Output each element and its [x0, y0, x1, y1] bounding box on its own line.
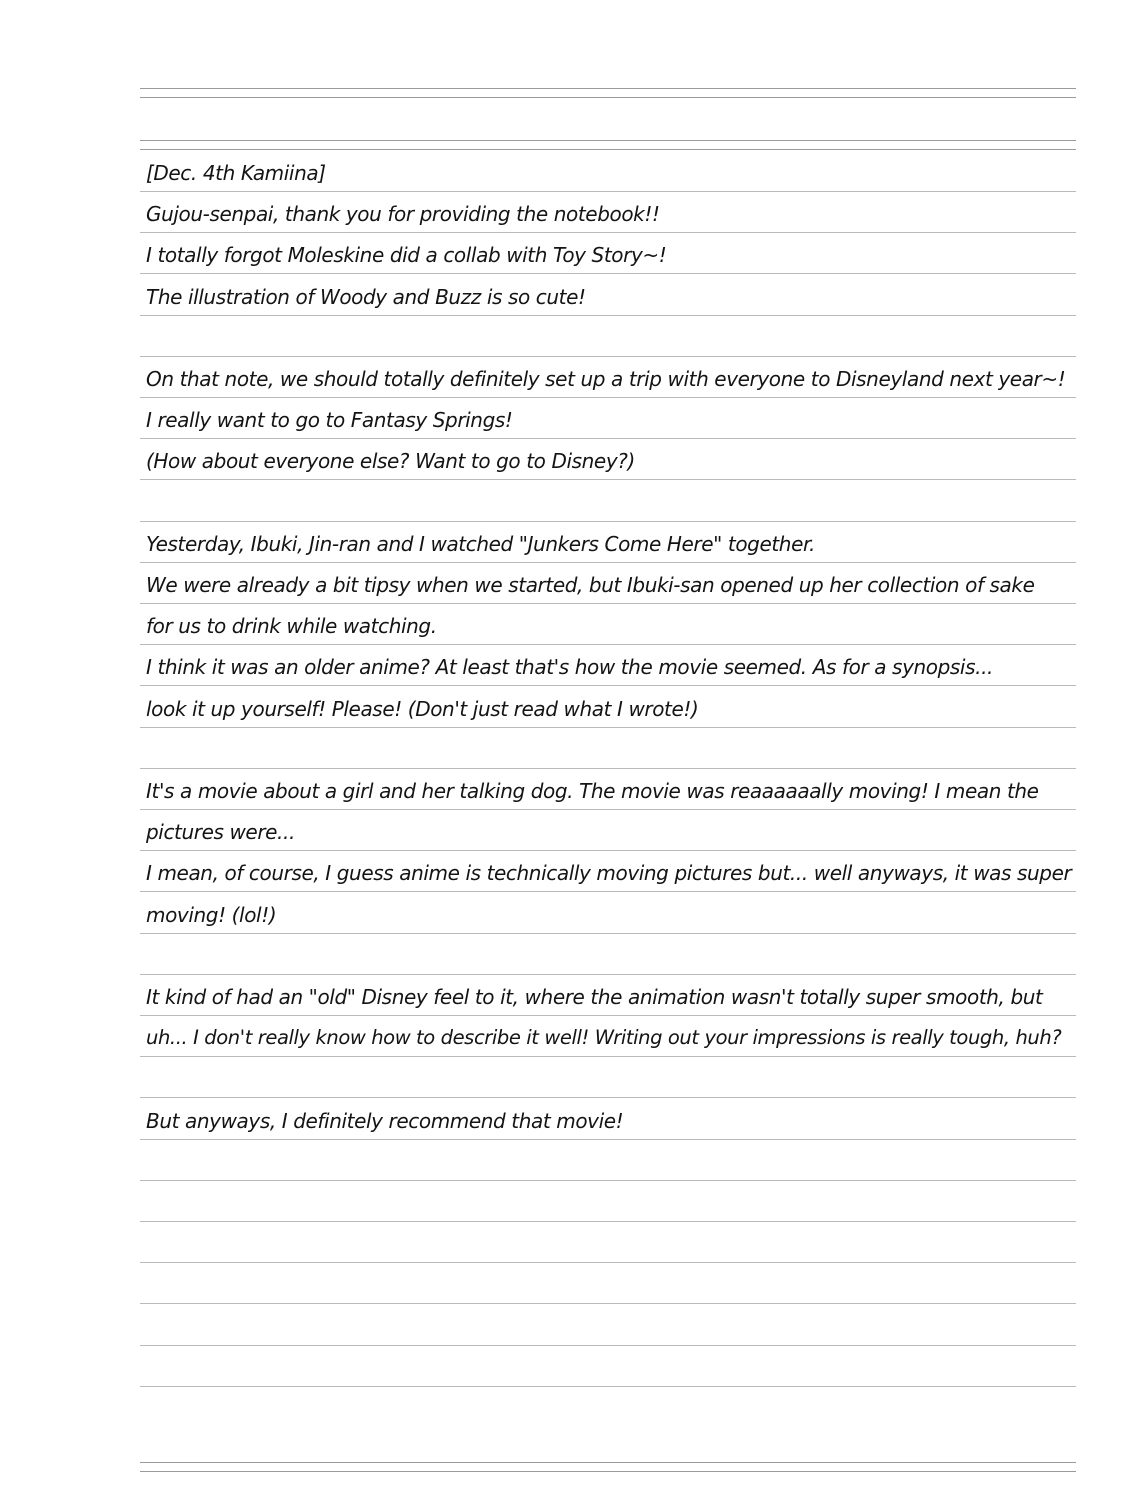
- entry-line: Gujou-senpai, thank you for providing the notebook!!: [146, 202, 660, 226]
- ruled-line: [140, 1386, 1076, 1387]
- ruled-line: [140, 1097, 1076, 1098]
- entry-line: It kind of had an "old" Disney feel to it, where the animation wasn't totally super smooth, but: [146, 985, 1043, 1009]
- entry-line: [146, 320, 1076, 356]
- ruled-line: [140, 88, 1076, 89]
- ruled-line: [140, 933, 1076, 934]
- ruled-line: [140, 273, 1076, 274]
- entry-line: I mean, of course, I guess anime is technically moving pictures but... well anyways, it was super: [146, 861, 1072, 885]
- ruled-line: [140, 1056, 1076, 1057]
- ruled-line: [140, 191, 1076, 192]
- ruled-line: [140, 603, 1076, 604]
- ruled-line: [140, 562, 1076, 563]
- entry-line: moving! (lol!): [146, 903, 277, 927]
- ruled-line: [140, 438, 1076, 439]
- ruled-line: [140, 1015, 1076, 1016]
- entry-line: pictures were...: [146, 820, 295, 844]
- ruled-line: [140, 1180, 1076, 1181]
- ruled-line: [140, 685, 1076, 686]
- entry-line: The illustration of Woody and Buzz is so cute!: [146, 285, 586, 309]
- ruled-line: [140, 97, 1076, 98]
- entry-line: Yesterday, Ibuki, Jin-ran and I watched "Junkers Come Here" together.: [146, 532, 815, 556]
- entry-line: We were already a bit tipsy when we started, but Ibuki-san opened up her collection of sake: [146, 573, 1035, 597]
- ruled-line: [140, 1345, 1076, 1346]
- ruled-line: [140, 1462, 1076, 1463]
- entry-line: (How about everyone else? Want to go to Disney?): [146, 449, 635, 473]
- ruled-line: [140, 727, 1076, 728]
- entry-line: It's a movie about a girl and her talking dog. The movie was reaaaaaally moving! I mean the: [146, 779, 1039, 803]
- entry-line: uh... I don't really know how to describe it well! Writing out your impressions is really tough, huh?: [146, 1026, 1062, 1049]
- ruled-line: [140, 644, 1076, 645]
- entry-line: But anyways, I definitely recommend that movie!: [146, 1109, 624, 1133]
- ruled-line: [140, 140, 1076, 141]
- ruled-line: [140, 1303, 1076, 1304]
- ruled-line: [140, 232, 1076, 233]
- entry-line: [146, 938, 1076, 974]
- ruled-line: [140, 1139, 1076, 1140]
- entry-line: [146, 732, 1076, 768]
- ruled-line: [140, 149, 1076, 150]
- ruled-line: [140, 315, 1076, 316]
- ruled-line: [140, 1262, 1076, 1263]
- ruled-line: [140, 1471, 1076, 1472]
- ruled-line: [140, 356, 1076, 357]
- entry-line: look it up yourself! Please! (Don't just read what I wrote!): [146, 697, 699, 721]
- entry-line: [Dec. 4th Kamiina]: [146, 161, 326, 185]
- ruled-line: [140, 850, 1076, 851]
- ruled-line: [140, 974, 1076, 975]
- ruled-line: [140, 1221, 1076, 1222]
- ruled-line: [140, 891, 1076, 892]
- entry-line: I totally forgot Moleskine did a collab with Toy Story~!: [146, 243, 667, 267]
- entry-line: I think it was an older anime? At least that's how the movie seemed. As for a synopsis...: [146, 655, 993, 679]
- entry-line: for us to drink while watching.: [146, 614, 437, 638]
- ruled-line: [140, 809, 1076, 810]
- ruled-line: [140, 768, 1076, 769]
- entry-line: [146, 485, 1076, 521]
- ruled-line: [140, 521, 1076, 522]
- entry-line: On that note, we should totally definitely set up a trip with everyone to Disneyland next year~!: [146, 367, 1066, 391]
- entry-line: I really want to go to Fantasy Springs!: [146, 408, 513, 432]
- entry-line: [146, 1061, 1076, 1097]
- ruled-line: [140, 479, 1076, 480]
- ruled-line: [140, 397, 1076, 398]
